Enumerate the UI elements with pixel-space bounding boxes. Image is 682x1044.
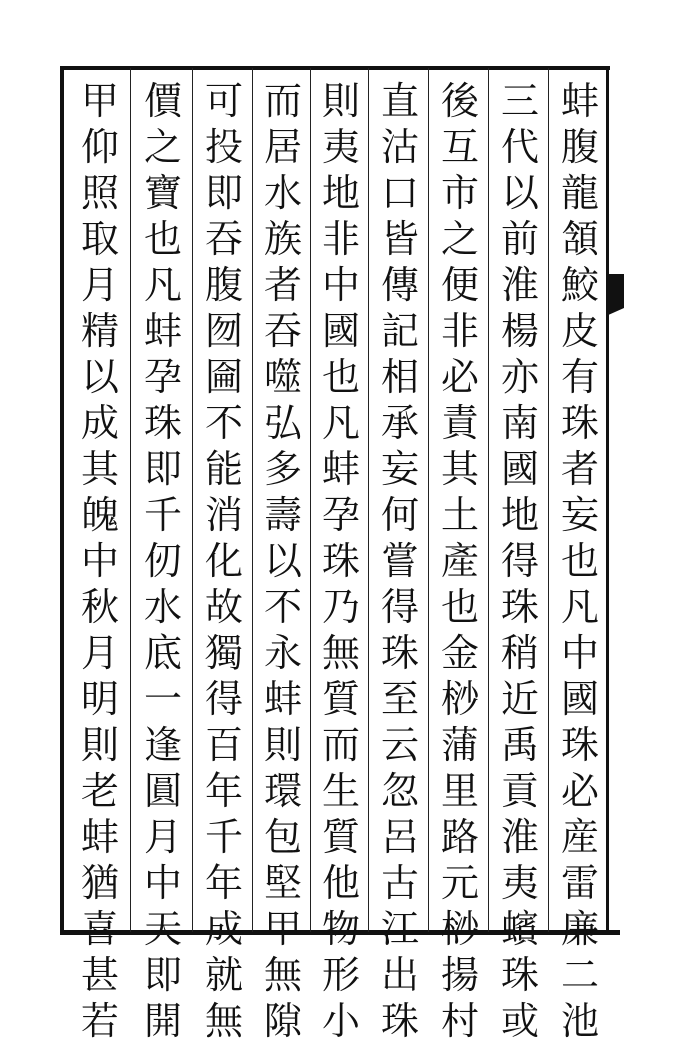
text-character: 村 [440,999,479,1043]
text-character: 蚌 [80,815,119,859]
text-character: 堅 [263,861,302,905]
text-character: 必 [440,355,479,399]
text-character: 投 [204,125,243,169]
frame-left-rule [60,66,64,934]
text-character: 珠 [143,401,182,445]
text-character: 吞 [204,217,243,261]
text-character: 質 [321,677,360,721]
text-character: 桫 [440,907,479,951]
text-character: 弘 [263,401,302,445]
text-character: 年 [204,861,243,905]
text-character: 則 [321,79,360,123]
text-character: 千 [204,815,243,859]
text-character: 喜 [80,907,119,951]
text-character: 甲 [263,907,302,951]
text-character: 也 [321,355,360,399]
text-character: 元 [440,861,479,905]
text-character: 妄 [560,493,599,537]
text-character: 底 [143,631,182,675]
text-character: 無 [263,953,302,997]
text-character: 腹 [204,263,243,307]
column-divider [548,68,549,932]
text-character: 蚌 [560,79,599,123]
text-character: 中 [560,631,599,675]
text-character: 包 [263,815,302,859]
text-character: 形 [321,953,360,997]
text-character: 夷 [500,861,539,905]
text-character: 也 [560,539,599,583]
text-character: 物 [321,907,360,951]
text-character: 便 [440,263,479,307]
text-character: 蠙 [500,907,539,951]
text-character: 成 [204,907,243,951]
text-character: 稍 [500,631,539,675]
text-character: 即 [204,171,243,215]
text-character: 里 [440,769,479,813]
text-character: 獨 [204,631,243,675]
text-character: 老 [80,769,119,813]
text-character: 孕 [321,493,360,537]
text-character: 得 [380,585,419,629]
text-character: 地 [500,493,539,537]
text-character: 凡 [560,585,599,629]
text-character: 三 [500,79,539,123]
text-character: 之 [440,217,479,261]
text-character: 以 [263,539,302,583]
column-divider [130,68,131,932]
text-character: 即 [143,953,182,997]
text-character: 淮 [500,815,539,859]
text-character: 揚 [440,953,479,997]
text-character: 至 [380,677,419,721]
text-character: 妄 [380,447,419,491]
text-character: 非 [440,309,479,353]
text-character: 甲 [80,79,119,123]
text-character: 市 [440,171,479,215]
text-character: 土 [440,493,479,537]
text-character: 仞 [143,539,182,583]
text-character: 月 [80,263,119,307]
frame-top-rule [60,66,610,70]
text-character: 蚌 [263,677,302,721]
text-character: 互 [440,125,479,169]
text-character: 亦 [500,355,539,399]
text-character: 前 [500,217,539,261]
text-character: 噬 [263,355,302,399]
text-character: 而 [321,723,360,767]
text-character: 國 [500,447,539,491]
text-character: 蚌 [143,309,182,353]
text-character: 頷 [560,217,599,261]
text-character: 能 [204,447,243,491]
text-character: 責 [440,401,479,445]
text-character: 鮫 [560,263,599,307]
text-character: 取 [80,217,119,261]
text-character: 以 [80,355,119,399]
text-character: 則 [263,723,302,767]
text-character: 生 [321,769,360,813]
text-character: 月 [80,631,119,675]
text-character: 珠 [500,953,539,997]
text-character: 禹 [500,723,539,767]
text-character: 有 [560,355,599,399]
text-character: 隙 [263,999,302,1043]
text-character: 水 [263,171,302,215]
text-character: 不 [204,401,243,445]
text-character: 逢 [143,723,182,767]
text-character: 而 [263,79,302,123]
text-character: 其 [80,447,119,491]
text-character: 一 [143,677,182,721]
text-column-5 [313,78,369,1043]
text-character: 皮 [560,309,599,353]
text-character: 孕 [143,355,182,399]
text-character: 非 [321,217,360,261]
text-character: 得 [204,677,243,721]
text-character: 甚 [80,953,119,997]
text-character: 必 [560,769,599,813]
text-character: 小 [321,999,360,1043]
text-character: 忽 [380,769,419,813]
column-divider [192,68,193,932]
text-character: 價 [143,79,182,123]
text-character: 月 [143,815,182,859]
text-character: 若 [80,999,119,1043]
text-character: 凡 [143,263,182,307]
text-character: 質 [321,815,360,859]
text-character: 珠 [500,585,539,629]
text-character: 淮 [500,263,539,307]
text-character: 口 [380,171,419,215]
text-character: 化 [204,539,243,583]
text-character: 產 [440,539,479,583]
text-character: 消 [204,493,243,537]
text-character: 囫 [204,309,243,353]
text-character: 即 [143,447,182,491]
text-character: 族 [263,217,302,261]
text-character: 吞 [263,309,302,353]
text-character: 近 [500,677,539,721]
text-character: 記 [380,309,419,353]
text-column-7 [196,78,252,1043]
text-character: 南 [500,401,539,445]
text-character: 相 [380,355,419,399]
text-character: 出 [380,953,419,997]
text-character: 照 [80,171,119,215]
text-character: 居 [263,125,302,169]
text-character: 中 [321,263,360,307]
text-character: 之 [143,125,182,169]
text-character: 仰 [80,125,119,169]
text-character: 路 [440,815,479,859]
text-character: 乃 [321,585,360,629]
text-character: 桫 [440,677,479,721]
text-character: 古 [380,861,419,905]
text-character: 無 [204,999,243,1043]
text-character: 凡 [321,401,360,445]
text-character: 者 [263,263,302,307]
text-character: 天 [143,907,182,951]
text-character: 永 [263,631,302,675]
text-character: 珠 [321,539,360,583]
text-character: 國 [321,309,360,353]
text-character: 後 [440,79,479,123]
text-character: 何 [380,493,419,537]
text-character: 水 [143,585,182,629]
text-character: 多 [263,447,302,491]
text-character: 圇 [204,355,243,399]
text-character: 珠 [380,631,419,675]
text-character: 可 [204,79,243,123]
text-character: 成 [80,401,119,445]
text-character: 不 [263,585,302,629]
text-character: 百 [204,723,243,767]
text-character: 二 [560,953,599,997]
column-divider [428,68,429,932]
text-character: 魄 [80,493,119,537]
text-column-1 [552,78,608,1043]
text-character: 腹 [560,125,599,169]
text-character: 無 [321,631,360,675]
text-character: 龍 [560,171,599,215]
text-column-6 [255,78,311,1043]
text-character: 秋 [80,585,119,629]
text-character: 皆 [380,217,419,261]
text-character: 珠 [380,999,419,1043]
text-character: 廉 [560,907,599,951]
text-character: 楊 [500,309,539,353]
text-character: 以 [500,171,539,215]
text-character: 也 [143,217,182,261]
text-column-3 [432,78,488,1043]
text-character: 他 [321,861,360,905]
text-character: 嘗 [380,539,419,583]
text-character: 就 [204,953,243,997]
column-divider [488,68,489,932]
text-character: 地 [321,171,360,215]
text-character: 江 [380,907,419,951]
text-character: 得 [500,539,539,583]
text-character: 珠 [560,401,599,445]
text-character: 開 [143,999,182,1043]
text-character: 故 [204,585,243,629]
text-column-4 [372,78,428,1043]
text-character: 貢 [500,769,539,813]
text-character: 年 [204,769,243,813]
text-character: 者 [560,447,599,491]
text-character: 珠 [560,723,599,767]
text-character: 精 [80,309,119,353]
text-character: 夷 [321,125,360,169]
text-character: 中 [143,861,182,905]
column-divider [252,68,253,932]
text-character: 圓 [143,769,182,813]
text-character: 則 [80,723,119,767]
text-character: 猶 [80,861,119,905]
text-character: 也 [440,585,479,629]
text-character: 池 [560,999,599,1043]
text-column-8 [135,78,191,1043]
text-character: 代 [500,125,539,169]
text-column-2 [492,78,548,1043]
text-character: 蚌 [321,447,360,491]
text-character: 沽 [380,125,419,169]
text-character: 雷 [560,861,599,905]
text-character: 蒲 [440,723,479,767]
text-character: 傳 [380,263,419,307]
text-character: 直 [380,79,419,123]
text-character: 壽 [263,493,302,537]
text-character: 環 [263,769,302,813]
text-character: 寶 [143,171,182,215]
page-tab-marker [606,274,624,308]
text-character: 云 [380,723,419,767]
text-character: 呂 [380,815,419,859]
text-character: 或 [500,999,539,1043]
text-character: 中 [80,539,119,583]
text-character: 其 [440,447,479,491]
text-character: 産 [560,815,599,859]
text-character: 金 [440,631,479,675]
text-column-9 [72,78,128,1043]
text-character: 千 [143,493,182,537]
text-character: 明 [80,677,119,721]
text-character: 國 [560,677,599,721]
text-character: 承 [380,401,419,445]
